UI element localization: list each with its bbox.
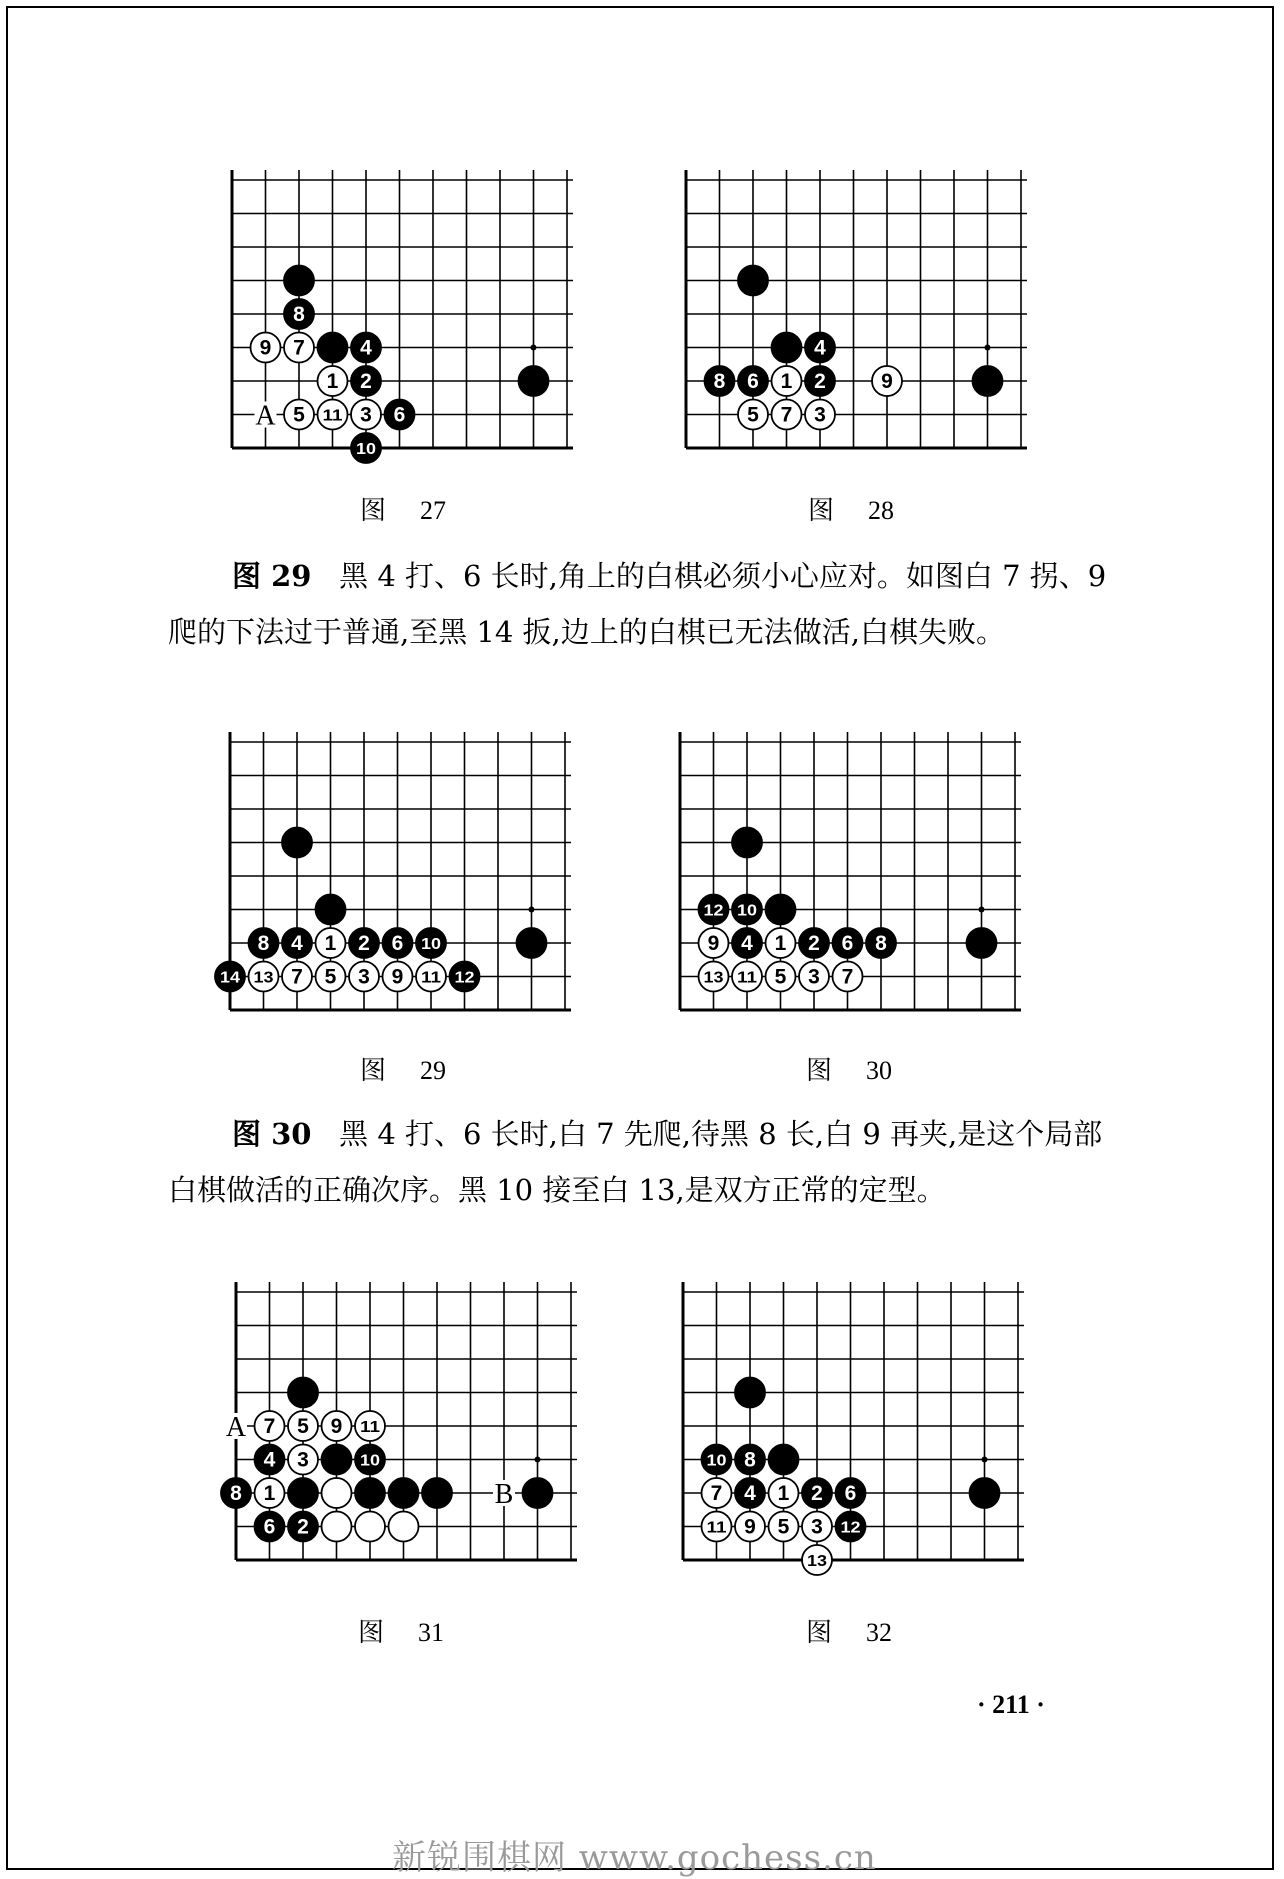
move-number: 5 xyxy=(747,403,759,427)
stone-disc xyxy=(322,1478,352,1508)
move-number: 9 xyxy=(330,1415,343,1438)
white-stone xyxy=(383,962,413,992)
stone-disc xyxy=(284,266,314,296)
go-diagram-28 xyxy=(686,170,1046,480)
black-stone xyxy=(416,928,446,958)
black-stone xyxy=(699,895,729,925)
move-number: 13 xyxy=(703,969,724,987)
stone-disc xyxy=(523,1478,553,1508)
black-stone xyxy=(351,333,381,363)
move-number: 7 xyxy=(293,336,305,360)
black-stone xyxy=(383,928,413,958)
move-number: 14 xyxy=(220,969,241,987)
white-stone xyxy=(288,1445,318,1475)
move-number: 8 xyxy=(293,303,305,326)
figure-caption-31 xyxy=(358,1612,444,1649)
white-stone xyxy=(288,1411,318,1441)
stone-disc xyxy=(355,1478,385,1508)
black-stone xyxy=(517,928,547,958)
white-stone xyxy=(769,1512,799,1542)
black-stone xyxy=(450,962,480,992)
stone-disc xyxy=(389,1512,419,1542)
paragraph-lead: 图 30 xyxy=(232,1117,312,1151)
move-number: 10 xyxy=(421,936,442,953)
move-number: 8 xyxy=(230,1482,242,1505)
white-stone xyxy=(735,1512,765,1542)
stone-disc xyxy=(772,333,802,363)
caption-label: 图 xyxy=(358,1618,385,1648)
white-stone xyxy=(416,962,446,992)
black-stone xyxy=(833,928,863,958)
move-number: 7 xyxy=(710,1482,723,1505)
move-number: 12 xyxy=(454,969,475,987)
white-stone xyxy=(322,1411,352,1441)
caption-label: 图 xyxy=(360,1056,387,1086)
paragraph-figure-29 xyxy=(168,548,1128,660)
white-stone xyxy=(766,928,796,958)
caption-label: 图 xyxy=(808,496,835,526)
move-number: 12 xyxy=(840,1519,861,1537)
white-stone xyxy=(322,1478,352,1508)
stone-disc xyxy=(967,928,997,958)
stone-disc xyxy=(282,828,312,858)
move-number: 4 xyxy=(814,336,826,360)
move-number: 1 xyxy=(263,1482,276,1505)
white-stone xyxy=(872,366,902,396)
move-number: 3 xyxy=(814,403,826,427)
black-stone xyxy=(288,1378,318,1408)
move-number: 3 xyxy=(811,1515,823,1539)
go-diagram-30 xyxy=(680,732,1040,1042)
black-stone xyxy=(735,1445,765,1475)
caption-number: 29 xyxy=(420,1056,447,1085)
move-number: 11 xyxy=(322,407,343,425)
move-number: 10 xyxy=(706,1452,727,1470)
caption-number: 32 xyxy=(866,1618,893,1647)
stone-disc xyxy=(970,1478,1000,1508)
go-diagram-27 xyxy=(232,170,592,480)
move-number: 1 xyxy=(326,370,339,393)
board-letter: A xyxy=(225,1412,247,1443)
move-number: 5 xyxy=(777,1515,790,1539)
stone-disc xyxy=(973,366,1003,396)
page-number: · 211 · xyxy=(977,1690,1045,1719)
white-stone xyxy=(249,962,279,992)
black-stone xyxy=(422,1478,452,1508)
star-point xyxy=(531,345,537,351)
move-number: 7 xyxy=(263,1415,276,1438)
caption-label: 图 xyxy=(806,1618,833,1648)
move-number: 7 xyxy=(780,403,793,427)
move-number: 11 xyxy=(360,1419,381,1436)
move-number: 5 xyxy=(324,965,337,989)
move-number: 9 xyxy=(259,336,272,360)
move-number: 4 xyxy=(744,1482,756,1505)
move-number: 11 xyxy=(421,969,442,987)
white-stone xyxy=(322,1512,352,1542)
stone-disc xyxy=(316,895,346,925)
black-stone xyxy=(322,1445,352,1475)
move-number: 11 xyxy=(706,1519,727,1537)
move-number: 13 xyxy=(253,969,274,987)
white-stone xyxy=(833,962,863,992)
move-number: 4 xyxy=(263,1448,276,1472)
move-number: 2 xyxy=(811,1482,823,1505)
move-number: 7 xyxy=(291,965,303,989)
caption-number: 28 xyxy=(868,496,895,525)
stone-disc xyxy=(732,828,762,858)
figure-caption-30 xyxy=(806,1050,892,1087)
black-stone xyxy=(351,433,381,463)
white-stone xyxy=(802,1545,832,1575)
black-stone xyxy=(802,1478,832,1508)
stone-disc xyxy=(766,895,796,925)
black-stone xyxy=(318,333,348,363)
white-stone xyxy=(355,1512,385,1542)
white-stone xyxy=(699,928,729,958)
black-stone xyxy=(772,333,802,363)
move-number: 2 xyxy=(358,932,370,955)
stone-disc xyxy=(355,1512,385,1542)
move-number: 3 xyxy=(360,403,372,427)
black-stone xyxy=(732,928,762,958)
black-stone xyxy=(249,928,279,958)
caption-number: 27 xyxy=(420,496,447,525)
paragraph-text: 黑 4 打、6 长时,角上的白棋必须小心应对。如图白 7 拐、9 爬的下法过于普通,至黑 14 扳,边上的白棋已无法做活,白棋失败。 xyxy=(168,559,1107,649)
move-number: 8 xyxy=(713,370,726,393)
black-stone xyxy=(255,1512,285,1542)
white-stone xyxy=(255,1478,285,1508)
move-number: 6 xyxy=(841,932,854,955)
black-stone xyxy=(284,299,314,329)
white-stone xyxy=(772,400,802,430)
black-stone xyxy=(221,1478,251,1508)
stone-disc xyxy=(517,928,547,958)
black-stone xyxy=(349,928,379,958)
black-stone xyxy=(732,828,762,858)
move-number: 5 xyxy=(293,403,305,427)
white-stone xyxy=(255,1411,285,1441)
black-stone xyxy=(351,366,381,396)
move-number: 4 xyxy=(360,336,372,360)
stone-disc xyxy=(322,1445,352,1475)
black-stone xyxy=(866,928,896,958)
move-number: 5 xyxy=(297,1415,309,1438)
black-stone xyxy=(316,895,346,925)
stone-disc xyxy=(322,1512,352,1542)
white-stone xyxy=(316,928,346,958)
white-stone xyxy=(349,962,379,992)
move-number: 6 xyxy=(263,1515,276,1539)
paragraph-figure-30 xyxy=(168,1106,1128,1218)
black-stone xyxy=(284,266,314,296)
black-stone xyxy=(769,1445,799,1475)
black-stone xyxy=(805,366,835,396)
black-stone xyxy=(355,1445,385,1475)
black-stone xyxy=(282,928,312,958)
stone-disc xyxy=(288,1478,318,1508)
move-number: 8 xyxy=(744,1448,756,1472)
black-stone xyxy=(732,895,762,925)
white-stone xyxy=(284,400,314,430)
black-stone xyxy=(973,366,1003,396)
black-stone xyxy=(766,895,796,925)
paragraph-lead: 图 29 xyxy=(232,559,312,593)
move-number: 3 xyxy=(808,965,820,989)
watermark: 新锐围棋网 www.gochess.cn xyxy=(392,1838,877,1878)
black-stone xyxy=(255,1445,285,1475)
white-stone xyxy=(799,962,829,992)
black-stone xyxy=(702,1445,732,1475)
move-number: 4 xyxy=(291,932,303,955)
page-frame xyxy=(6,6,1274,1870)
star-point xyxy=(535,1457,541,1463)
star-point xyxy=(979,907,985,913)
move-number: 4 xyxy=(741,932,753,955)
black-stone xyxy=(799,928,829,958)
stone-disc xyxy=(318,333,348,363)
move-number: 1 xyxy=(780,370,793,393)
stone-disc xyxy=(389,1478,419,1508)
black-stone xyxy=(738,366,768,396)
board-letter: A xyxy=(255,400,276,432)
black-stone xyxy=(282,828,312,858)
move-number: 10 xyxy=(737,902,758,920)
black-stone xyxy=(735,1478,765,1508)
move-number: 11 xyxy=(737,969,758,987)
board-letter: B xyxy=(494,1479,514,1510)
move-number: 7 xyxy=(841,965,854,989)
stone-disc xyxy=(519,366,549,396)
white-stone xyxy=(702,1478,732,1508)
figure-caption-29 xyxy=(360,1050,446,1087)
move-number: 1 xyxy=(774,932,787,955)
move-number: 2 xyxy=(360,370,372,393)
black-stone xyxy=(705,366,735,396)
move-number: 6 xyxy=(393,403,406,427)
black-stone xyxy=(215,962,245,992)
white-stone xyxy=(282,962,312,992)
star-point xyxy=(982,1457,988,1463)
move-number: 3 xyxy=(358,965,370,989)
white-stone xyxy=(355,1411,385,1441)
move-number: 10 xyxy=(360,1452,381,1470)
move-number: 13 xyxy=(807,1553,828,1570)
caption-label: 图 xyxy=(806,1056,833,1086)
white-stone xyxy=(284,333,314,363)
move-number: 9 xyxy=(707,932,720,955)
white-stone xyxy=(316,962,346,992)
black-stone xyxy=(288,1512,318,1542)
stone-disc xyxy=(288,1378,318,1408)
black-stone xyxy=(738,266,768,296)
black-stone xyxy=(519,366,549,396)
go-diagram-31 xyxy=(225,1282,596,1592)
go-diagram-32 xyxy=(683,1282,1043,1592)
white-stone xyxy=(318,400,348,430)
white-stone xyxy=(769,1478,799,1508)
move-number: 8 xyxy=(257,932,270,955)
move-number: 2 xyxy=(814,370,826,393)
move-number: 8 xyxy=(875,932,887,955)
figure-caption-28 xyxy=(808,490,894,527)
move-number: 6 xyxy=(844,1482,857,1505)
white-stone xyxy=(766,962,796,992)
move-number: 9 xyxy=(391,965,404,989)
move-number: 1 xyxy=(777,1482,790,1505)
star-point xyxy=(985,345,991,351)
move-number: 6 xyxy=(391,932,404,955)
move-number: 12 xyxy=(703,902,724,920)
white-stone xyxy=(351,400,381,430)
black-stone xyxy=(836,1478,866,1508)
black-stone xyxy=(970,1478,1000,1508)
white-stone xyxy=(389,1512,419,1542)
paragraph-text: 黑 4 打、6 长时,白 7 先爬,待黑 8 长,白 9 再夹,是这个局部白棋做活的正确次序。黑 10 接至白 13,是双方正常的定型。 xyxy=(168,1117,1103,1207)
move-number: 10 xyxy=(356,441,377,458)
white-stone xyxy=(699,962,729,992)
black-stone xyxy=(355,1478,385,1508)
board-grid xyxy=(686,170,1027,448)
white-stone xyxy=(802,1512,832,1542)
white-stone xyxy=(805,400,835,430)
white-stone xyxy=(318,366,348,396)
black-stone xyxy=(805,333,835,363)
stone-disc xyxy=(738,266,768,296)
move-number: 3 xyxy=(297,1448,309,1472)
move-number: 5 xyxy=(774,965,787,989)
caption-label: 图 xyxy=(360,496,387,526)
black-stone xyxy=(523,1478,553,1508)
stone-disc xyxy=(769,1445,799,1475)
black-stone xyxy=(967,928,997,958)
stone-disc xyxy=(422,1478,452,1508)
move-number: 6 xyxy=(747,370,759,393)
caption-number: 30 xyxy=(866,1056,893,1085)
white-stone xyxy=(772,366,802,396)
white-stone xyxy=(702,1512,732,1542)
figure-caption-32 xyxy=(806,1612,892,1649)
black-stone xyxy=(385,400,415,430)
black-stone xyxy=(836,1512,866,1542)
move-number: 1 xyxy=(324,932,337,955)
white-stone xyxy=(732,962,762,992)
move-number: 9 xyxy=(744,1515,756,1539)
caption-number: 31 xyxy=(418,1618,445,1647)
move-number: 2 xyxy=(808,932,820,955)
figure-caption-27 xyxy=(360,490,446,527)
white-stone xyxy=(738,400,768,430)
black-stone xyxy=(735,1378,765,1408)
black-stone xyxy=(288,1478,318,1508)
white-stone xyxy=(251,333,281,363)
black-stone xyxy=(389,1478,419,1508)
move-number: 2 xyxy=(297,1515,309,1539)
move-number: 9 xyxy=(881,370,893,393)
go-diagram-29 xyxy=(220,732,590,1042)
star-point xyxy=(529,907,535,913)
stone-disc xyxy=(735,1378,765,1408)
